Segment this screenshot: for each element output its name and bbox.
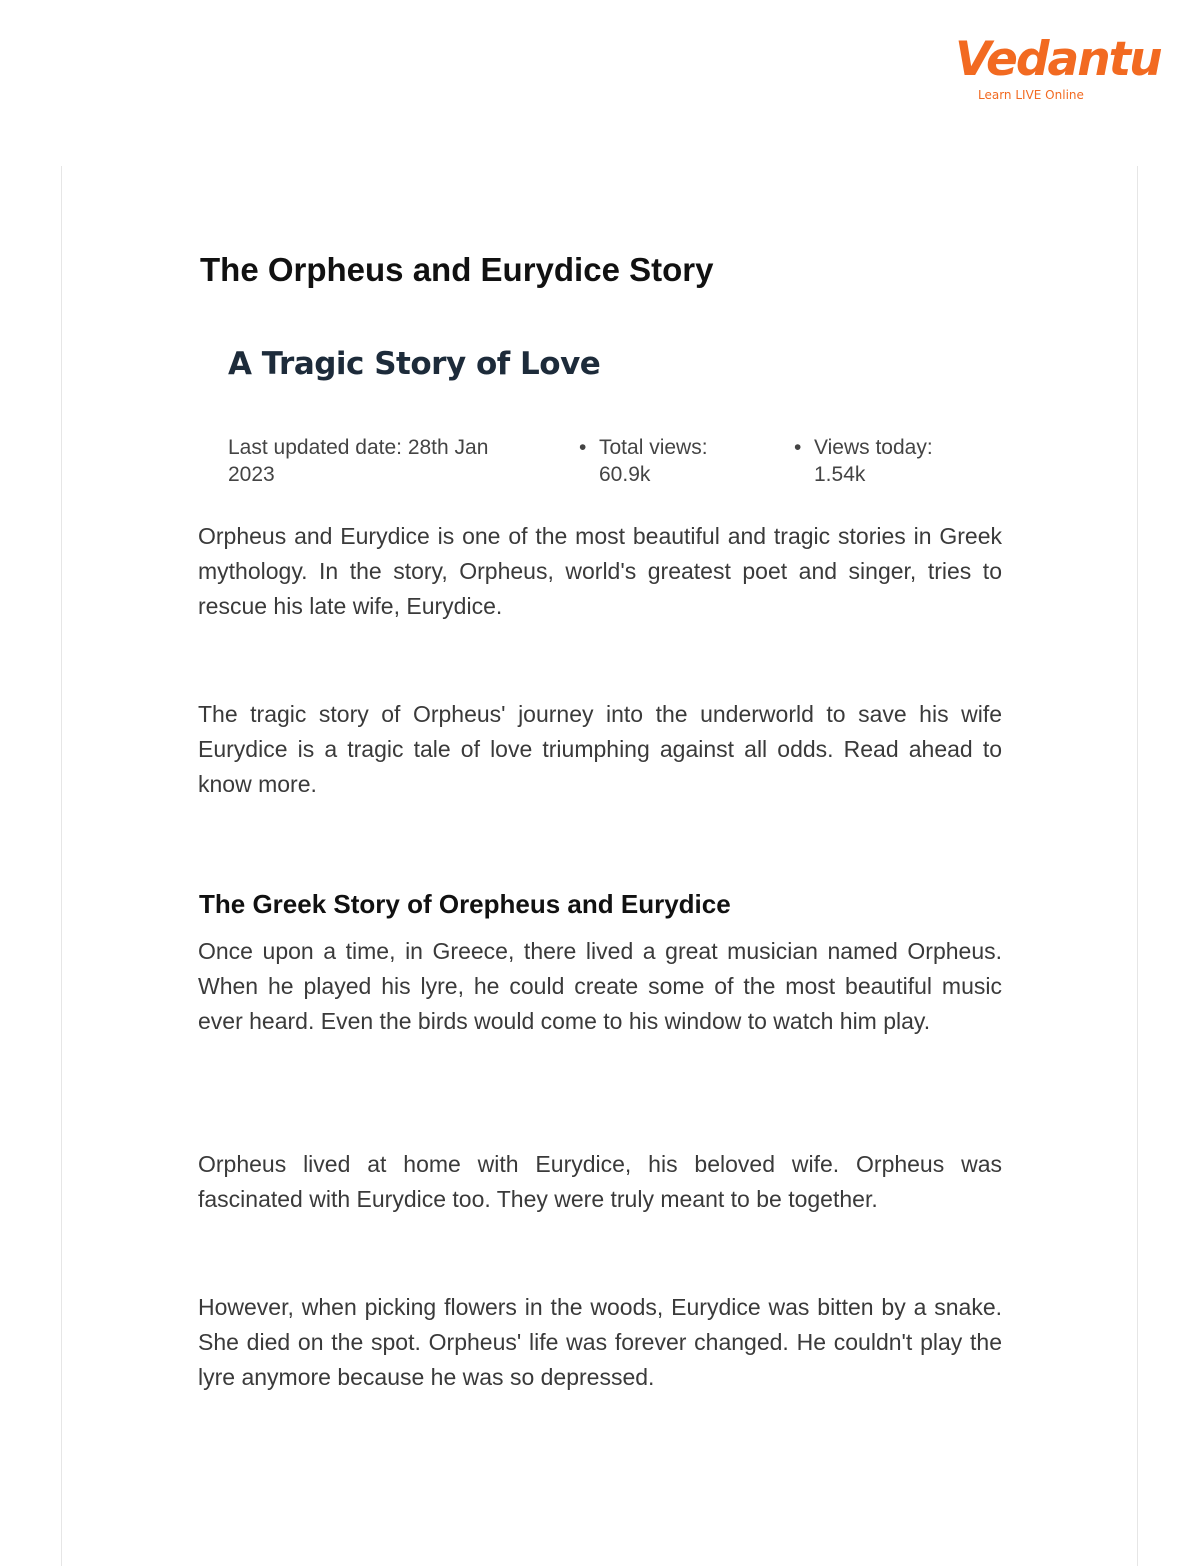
logo-tagline: Learn LIVE Online [978, 88, 1084, 102]
last-updated-date: Last updated date: 28th Jan 2023 [228, 436, 489, 486]
vedantu-logo[interactable] [955, 30, 1161, 110]
page-title: The Orpheus and Eurydice Story [200, 251, 714, 288]
story-paragraph: However, when picking flowers in the woods, Eurydice was bitten by a snake. She died on the spot. Orpheus' life was forever changed. He couldn't play the lyre anymore because he was so depressed. [198, 1294, 1002, 1390]
total-views [579, 434, 759, 488]
logo-wordmark: Vedantu [955, 32, 1161, 87]
intro-paragraph: Orpheus and Eurydice is one of the most beautiful and tragic stories in Greek mythology. In the story, Orpheus, world's greatest poet and singer, tries to rescue his late wife, Eurydice. [198, 523, 1002, 619]
intro-paragraph: The tragic story of Orpheus' journey into the underworld to save his wife Eurydice is a tragic tale of love triumphing against all odds. Read ahead to know more. [198, 701, 1002, 797]
bullet-glyph: • [794, 436, 802, 459]
total-views-text: Total views: 60.9k [599, 436, 708, 486]
views-today-text: Views today: 1.54k [814, 436, 933, 486]
story-paragraph: Orpheus lived at home with Eurydice, his beloved wife. Orpheus was fascinated with Eurydice too. They were truly meant to be together. [198, 1151, 1002, 1212]
story-paragraph: Once upon a time, in Greece, there lived a great musician named Orpheus. When he played his lyre, he could create some of the most beautiful music ever heard. Even the birds would come to his window to watch him play. [198, 938, 1002, 1034]
bullet-glyph: • [579, 436, 587, 459]
section-heading: The Greek Story of Orepheus and Eurydice [199, 889, 731, 919]
article-subtitle: A Tragic Story of Love [228, 346, 601, 382]
views-today [794, 434, 974, 488]
